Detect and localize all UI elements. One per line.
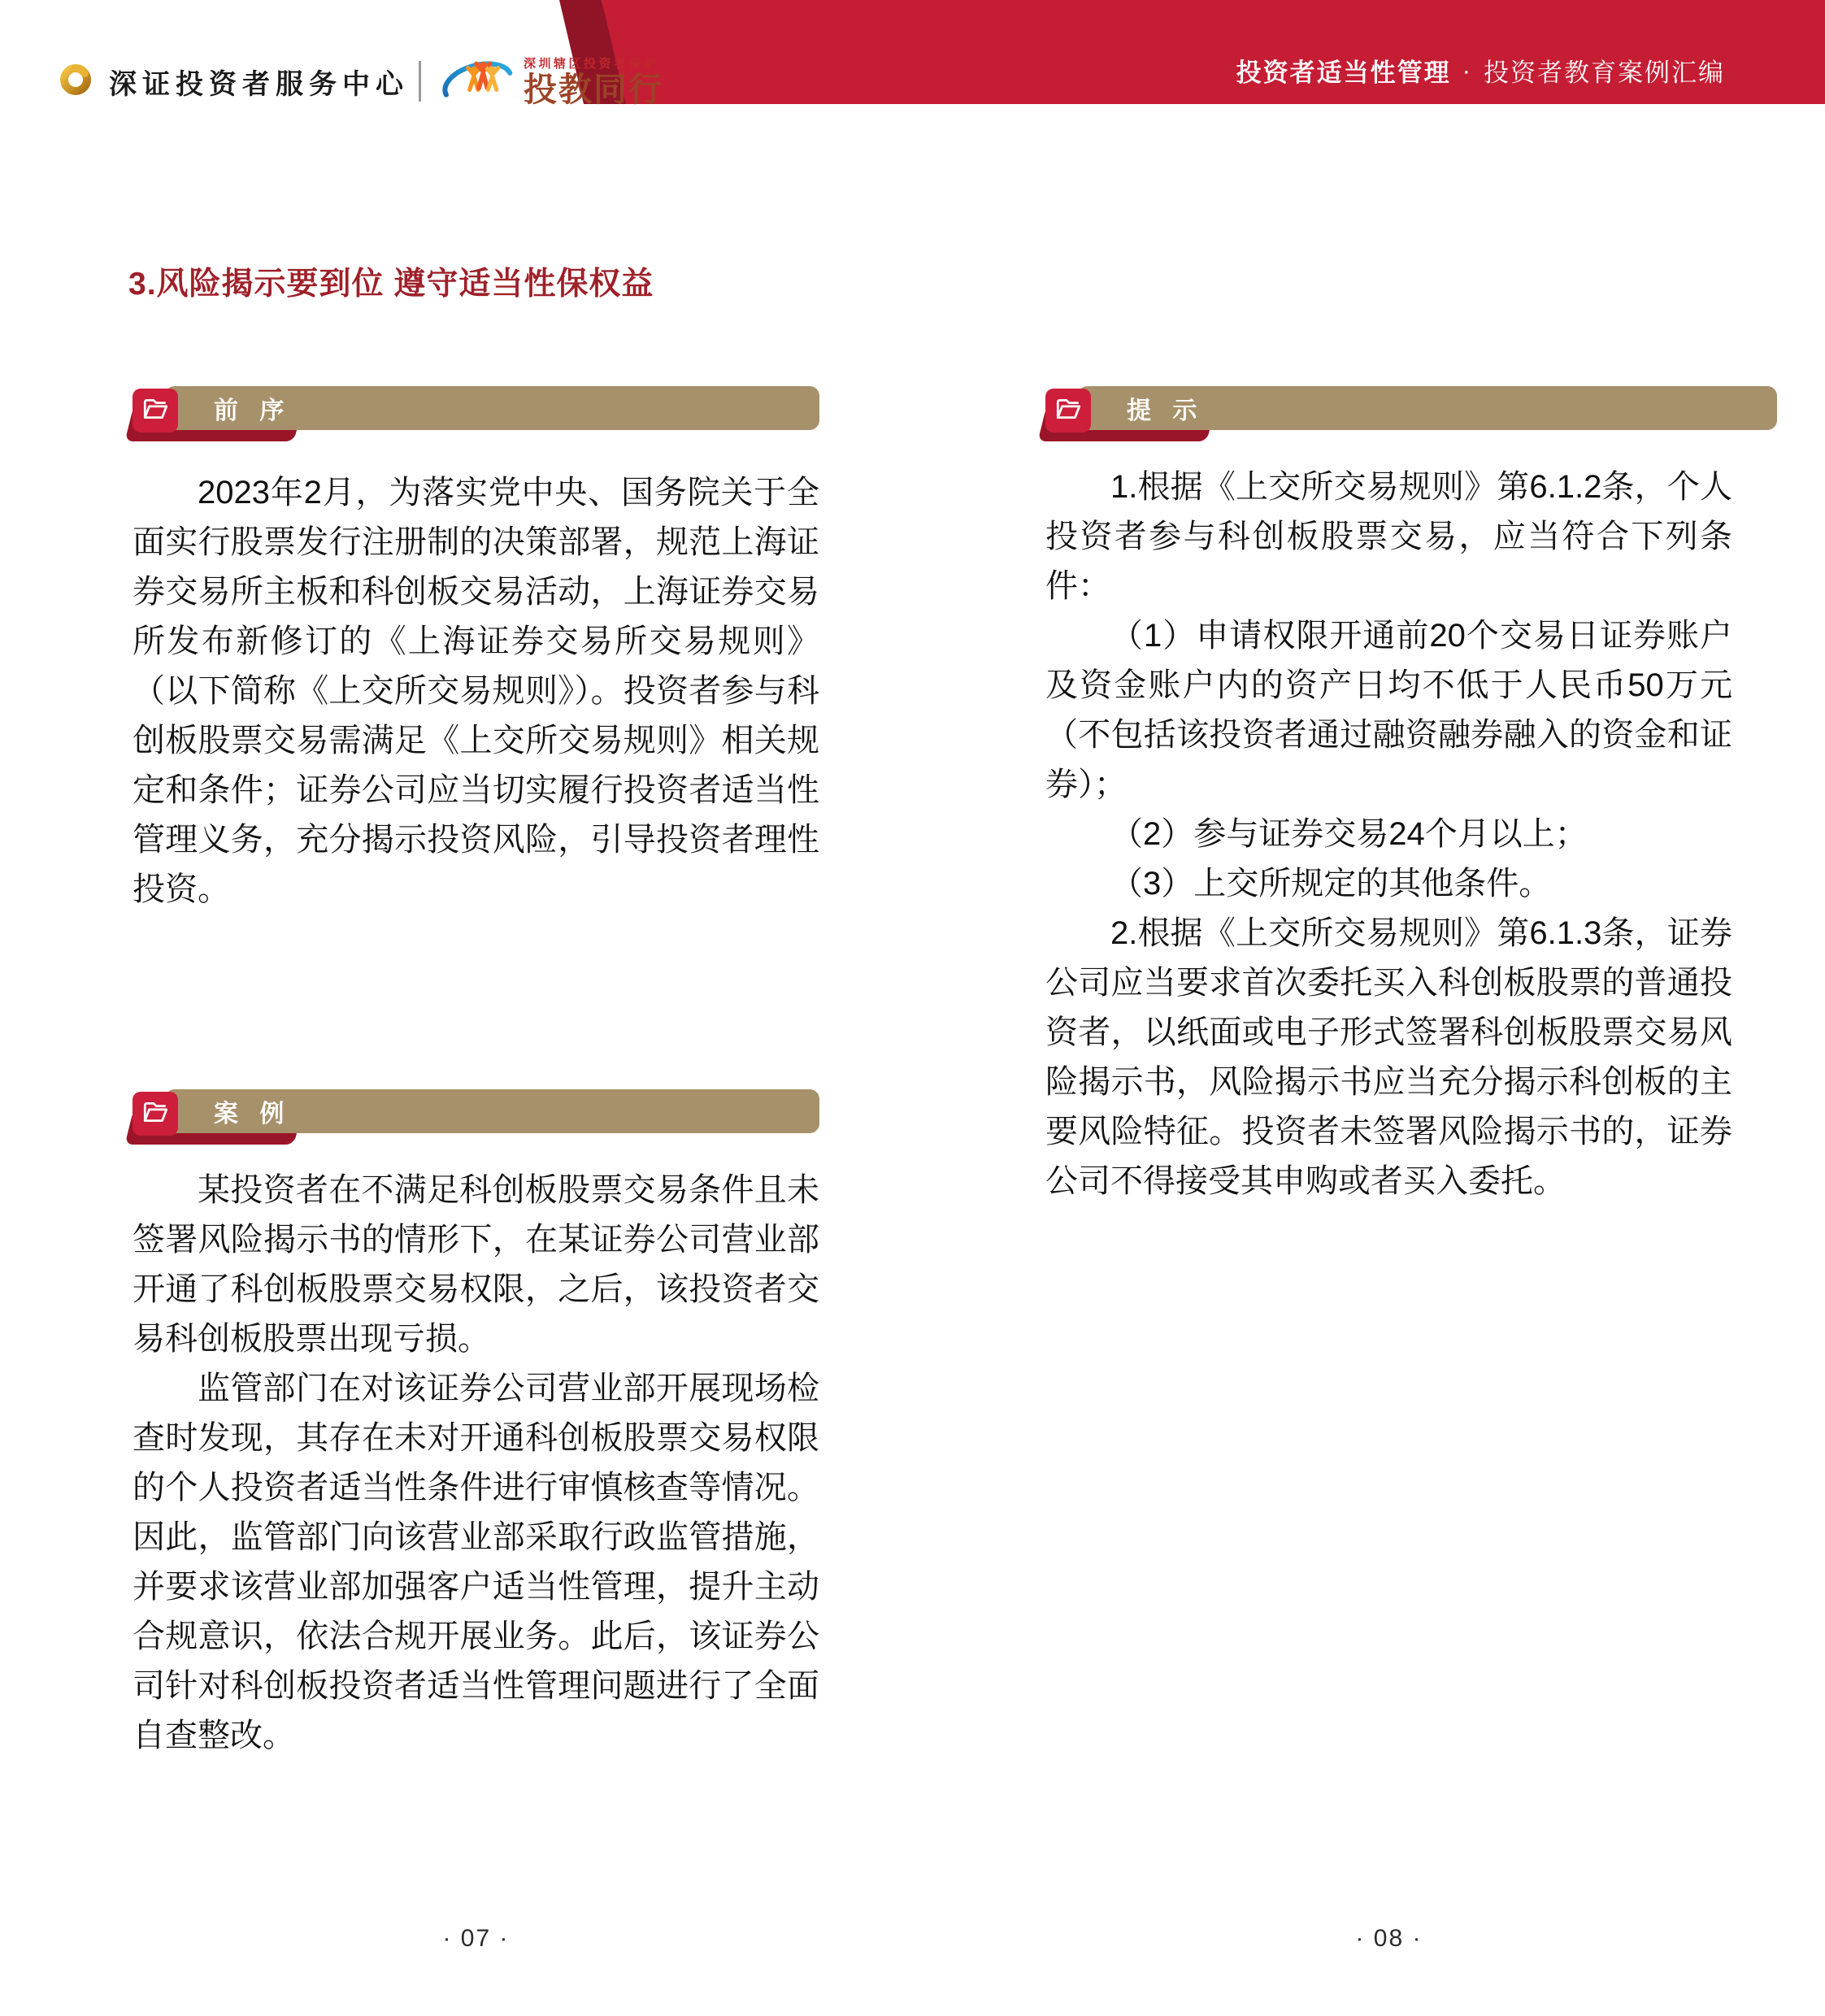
- case-text: [133, 1166, 819, 1761]
- brand-name-large: 投教同行: [524, 70, 663, 108]
- tips-section-banner: [1045, 386, 1732, 443]
- paragraph: （1）申请权限开通前20个交易日证券账户及资金账户内的资产日均不低于人民币50万元（不包括该投资者通过融资融券融入的资金和证券）；: [1045, 618, 1732, 802]
- header-banner-title-rest: 投资者教育案例汇编: [1484, 59, 1725, 87]
- paragraph: 2.根据《上交所交易规则》第6.1.3条，证券公司应当要求首次委托买入科创板股票的普通投资者，以纸面或电子形式签署科创板股票交易风险揭示书，风险揭示书应当充分揭示科创板的主要风险特征。投资者未签署风险揭示书的，证券公司不得接受其申购或者买入委托。: [1045, 915, 1732, 1199]
- folder-icon: [1054, 396, 1083, 426]
- section-label: 提 示: [1127, 398, 1205, 424]
- folder-icon-box: [1045, 389, 1091, 432]
- paragraph: （2）参与证券交易24个月以上；: [1110, 816, 1588, 852]
- preface-text: [133, 468, 819, 915]
- paragraph: 监管部门在对该证券公司营业部开展现场检查时发现，其存在未对开通科创板股票交易权限的个人投资者适当性条件进行审慎核查等情况。因此，监管部门向该营业部采取行政监管措施，并要求该营业部加强客户适当性管理，提升主动合规意识，依法合规开展业务。此后，该证券公司针对科创板投资者适当性管理问题进行了全面自查整改。: [133, 1371, 819, 1753]
- org-name: 深证投资者服务中心: [109, 68, 409, 100]
- logo-divider: [419, 61, 421, 102]
- brand-slogan-small: 深圳辖区投资者保护: [524, 56, 659, 71]
- header-banner-separator: ·: [1462, 55, 1472, 85]
- folder-icon-box: [133, 389, 178, 432]
- paragraph: 2023年2月，为落实党中央、国务院关于全面实行股票发行注册制的决策部署，规范上海证券交易所主板和科创板交易活动，上海证券交易所发布新修订的《上海证券交易所交易规则》（以下简称《上交所交易规则》）。投资者参与科创板股票交易需满足《上交所交易规则》相关规定和条件；证券公司应当切实履行投资者适当性管理义务，充分揭示投资风险，引导投资者理性投资。: [133, 475, 819, 907]
- tips-text: [1045, 463, 1732, 1206]
- header-logo-row: [57, 57, 663, 106]
- paragraph: 1.根据《上交所交易规则》第6.1.2条，个人投资者参与科创板股票交易，应当符合下列条件：: [1045, 469, 1732, 604]
- page-title: 3.风险揭示要到位 遵守适当性保权益: [128, 267, 654, 302]
- folder-icon: [141, 1099, 170, 1129]
- header-banner-title: [1236, 0, 1725, 104]
- section-label: 案 例: [214, 1101, 292, 1127]
- brand-text-block: [524, 54, 663, 108]
- preface-section-banner: [133, 386, 819, 443]
- investor-protection-logo-icon: [434, 53, 519, 111]
- paragraph: （3）上交所规定的其他条件。: [1110, 866, 1552, 902]
- folder-icon-box: [133, 1092, 178, 1136]
- paragraph: 某投资者在不满足科创板股票交易条件且未签署风险揭示书的情形下，在某证券公司营业部开通了科创板股票交易权限，之后，该投资者交易科创板股票出现亏损。: [133, 1172, 819, 1357]
- folder-icon: [141, 396, 170, 426]
- section-label: 前 序: [214, 398, 292, 424]
- case-section-banner: [133, 1089, 819, 1146]
- header-banner-title-bold: 投资者适当性管理: [1236, 59, 1451, 87]
- page-number-right: · 08 ·: [1355, 1925, 1423, 1952]
- gold-ring-logo-icon: [57, 61, 94, 102]
- page-number-left: · 07 ·: [442, 1925, 510, 1952]
